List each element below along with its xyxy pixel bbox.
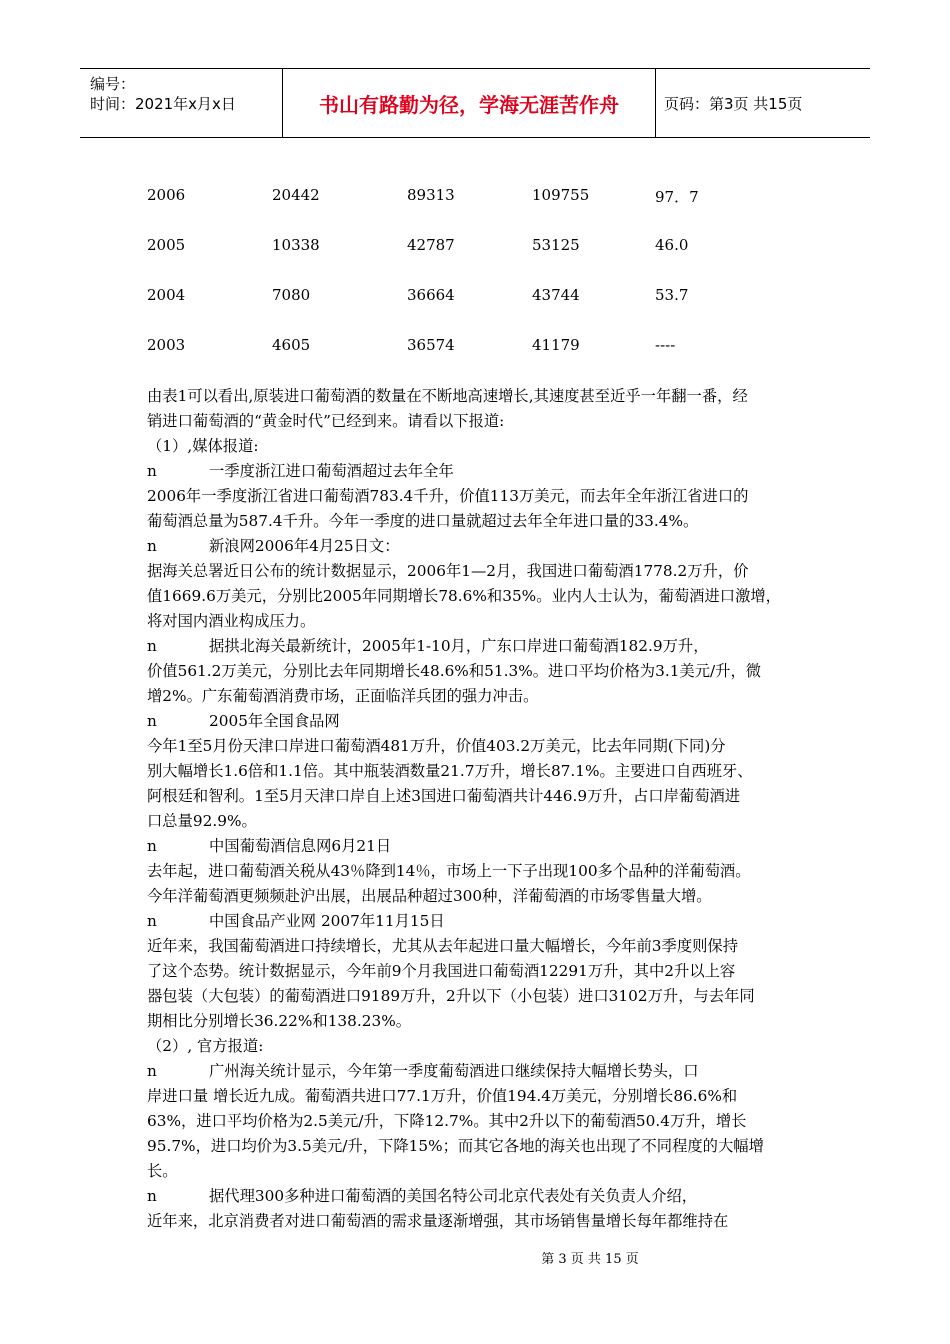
bullet-item xyxy=(147,459,827,484)
footer-page-number: 第 3 页 共 15 页 xyxy=(541,1252,639,1267)
line-text: 值1669.6万美元，分别比2005年同期增长78.6%和35%。业内人士认为，葡萄酒进口激增， xyxy=(147,587,781,605)
line-text: 近年来，北京消费者对进口葡萄酒的需求量逐渐增强，其市场销售量增长每年都维持在 xyxy=(147,1212,729,1230)
text-line xyxy=(147,784,827,809)
line-text: 据拱北海关最新统计，2005年1-10月，广东口岸进口葡萄酒182.9万升， xyxy=(209,637,709,655)
line-text: 岸进口量 增长近九成。葡萄酒共进口77.1万升，价值194.4万美元，分别增长86.6%和 xyxy=(147,1087,738,1105)
page-header xyxy=(80,68,870,138)
line-text: 95.7%，进口均价为3.5美元/升，下降15%；而其它各地的海关也出现了不同程度的大幅增 xyxy=(147,1137,764,1155)
table-cell: 41179 xyxy=(532,336,580,354)
bullet-item xyxy=(147,909,827,934)
text-line xyxy=(147,409,827,434)
line-text: 新浪网2006年4月25日文： xyxy=(209,537,400,555)
table-cell: 46.0 xyxy=(655,236,689,254)
bullet-marker: n xyxy=(147,1187,157,1205)
bullet-marker: n xyxy=(147,912,157,930)
line-text: 63%，进口平均价格为2.5美元/升，下降12.7%。其中2升以下的葡萄酒50.4万升，增长 xyxy=(147,1112,747,1130)
text-line xyxy=(147,959,827,984)
line-text: 别大幅增长1.6倍和1.1倍。其中瓶装酒数量21.7万升，增长87.1%。主要进口自西班牙、 xyxy=(147,762,753,780)
line-text: （1）,媒体报道: xyxy=(147,437,259,455)
line-text: 葡萄酒总量为587.4千升。今年一季度的进口量就超过去年全年进口量的33.4%。 xyxy=(147,512,699,530)
text-line xyxy=(147,859,827,884)
text-line xyxy=(147,884,827,909)
line-text: 2005年全国食品网 xyxy=(209,712,340,730)
text-line xyxy=(147,734,827,759)
line-text: 据代理300多种进口葡萄酒的美国名特公司北京代表处有关负责人介绍， xyxy=(209,1187,698,1205)
table-cell: 10338 xyxy=(272,236,320,254)
text-line xyxy=(147,509,827,534)
table-cell: 36574 xyxy=(407,336,455,354)
text-line xyxy=(147,1209,827,1234)
line-text: 去年起，进口葡萄酒关税从43％降到14％，市场上一下子出现100多个品种的洋葡萄酒。 xyxy=(147,862,751,880)
table-cell: 109755 xyxy=(532,186,590,204)
bullet-item xyxy=(147,1059,827,1084)
text-line xyxy=(147,809,827,834)
line-text: 了这个态势。统计数据显示，今年前9个月我国进口葡萄酒12291万升，其中2升以上容 xyxy=(147,962,736,980)
table-cell: 36664 xyxy=(407,286,455,304)
line-text: 据海关总署近日公布的统计数据显示，2006年1—2月，我国进口葡萄酒1778.2万升，价 xyxy=(147,562,749,580)
line-text: 2006年一季度浙江省进口葡萄酒783.4千升，价值113万美元，而去年全年浙江省进口的 xyxy=(147,487,749,505)
bullet-marker: n xyxy=(147,537,157,555)
line-text: 增2%。广东葡萄酒消费市场，正面临洋兵团的强力冲击。 xyxy=(147,687,539,705)
text-line xyxy=(147,1159,827,1184)
text-line xyxy=(147,384,827,409)
text-line xyxy=(147,434,827,459)
table-cell: 2004 xyxy=(147,286,186,304)
text-line xyxy=(147,759,827,784)
bullet-item xyxy=(147,1184,827,1209)
table-cell: 2005 xyxy=(147,236,186,254)
bullet-marker: n xyxy=(147,637,157,655)
line-text: 今年洋葡萄酒更频频赴沪出展，出展品种超过300种，洋葡萄酒的市场零售量大增。 xyxy=(147,887,712,905)
text-line xyxy=(147,559,827,584)
text-line xyxy=(147,484,827,509)
line-text: 口总量92.9%。 xyxy=(147,812,257,830)
line-text: 广州海关统计显示，今年第一季度葡萄酒进口继续保持大幅增长势头，口 xyxy=(209,1062,699,1080)
bullet-marker: n xyxy=(147,837,157,855)
text-line xyxy=(147,609,827,634)
table-cell: 89313 xyxy=(407,186,455,204)
header-meta xyxy=(80,69,282,137)
page-footer xyxy=(0,1248,950,1267)
table-cell: 43744 xyxy=(532,286,580,304)
line-text: 将对国内酒业构成压力。 xyxy=(147,612,316,630)
text-line xyxy=(147,584,827,609)
line-text: 销进口葡萄酒的“黄金时代”已经到来。请看以下报道: xyxy=(147,412,505,430)
line-text: 中国食品产业网 2007年11月15日 xyxy=(209,912,445,930)
line-text: 价值561.2万美元，分别比去年同期增长48.6%和51.3%。进口平均价格为3.1美元/升，微 xyxy=(147,662,762,680)
header-motto: 书山有路勤为径，学海无涯苦作舟 xyxy=(282,69,656,137)
text-line xyxy=(147,1109,827,1134)
line-text: 由表1可以看出,原装进口葡萄酒的数量在不断地高速增长,其速度甚至近乎一年翻一番，经 xyxy=(147,387,748,405)
text-line xyxy=(147,1134,827,1159)
bullet-marker: n xyxy=(147,1062,157,1080)
bullet-item xyxy=(147,534,827,559)
line-text: （2）, 官方报道: xyxy=(147,1037,264,1055)
table-cell: ---- xyxy=(655,336,676,354)
line-text: 长。 xyxy=(147,1162,178,1180)
line-text: 器包装（大包装）的葡萄酒进口9189万升，2升以下（小包装）进口3102万升，与去年同 xyxy=(147,987,755,1005)
bullet-marker: n xyxy=(147,712,157,730)
table-cell: 2003 xyxy=(147,336,186,354)
bullet-item xyxy=(147,834,827,859)
line-text: 中国葡萄酒信息网6月21日 xyxy=(209,837,392,855)
text-line xyxy=(147,934,827,959)
line-text: 近年来，我国葡萄酒进口持续增长，尤其从去年起进口量大幅增长，今年前3季度则保持 xyxy=(147,937,739,955)
text-line xyxy=(147,1009,827,1034)
table-cell: 53.7 xyxy=(655,286,689,304)
table-cell: 4605 xyxy=(272,336,311,354)
bullet-item xyxy=(147,709,827,734)
text-line xyxy=(147,1034,827,1059)
header-page-number: 页码：第3页 共15页 xyxy=(664,94,803,113)
table-cell: 7080 xyxy=(272,286,311,304)
text-line xyxy=(147,659,827,684)
bullet-marker: n xyxy=(147,462,157,480)
table-cell: 53125 xyxy=(532,236,580,254)
line-text: 期相比分别增长36.22%和138.23%。 xyxy=(147,1012,412,1030)
text-line xyxy=(147,1084,827,1109)
table-cell: 20442 xyxy=(272,186,320,204)
line-text: 阿根廷和智利。1至5月天津口岸自上述3国进口葡萄酒共计446.9万升，占口岸葡萄酒进 xyxy=(147,787,741,805)
table-cell: 42787 xyxy=(407,236,455,254)
text-line xyxy=(147,984,827,1009)
table-cell: 2006 xyxy=(147,186,186,204)
code-label: 编号： xyxy=(90,75,136,93)
table-cell: 97．7 xyxy=(655,188,699,206)
line-text: 今年1至5月份天津口岸进口葡萄酒481万升，价值403.2万美元，比去年同期(下同)分 xyxy=(147,737,726,755)
body-text xyxy=(147,384,827,1234)
line-text: 一季度浙江进口葡萄酒超过去年全年 xyxy=(209,462,454,480)
bullet-item xyxy=(147,634,827,659)
text-line xyxy=(147,684,827,709)
time-label: 时间：2021年x月x日 xyxy=(90,95,236,113)
